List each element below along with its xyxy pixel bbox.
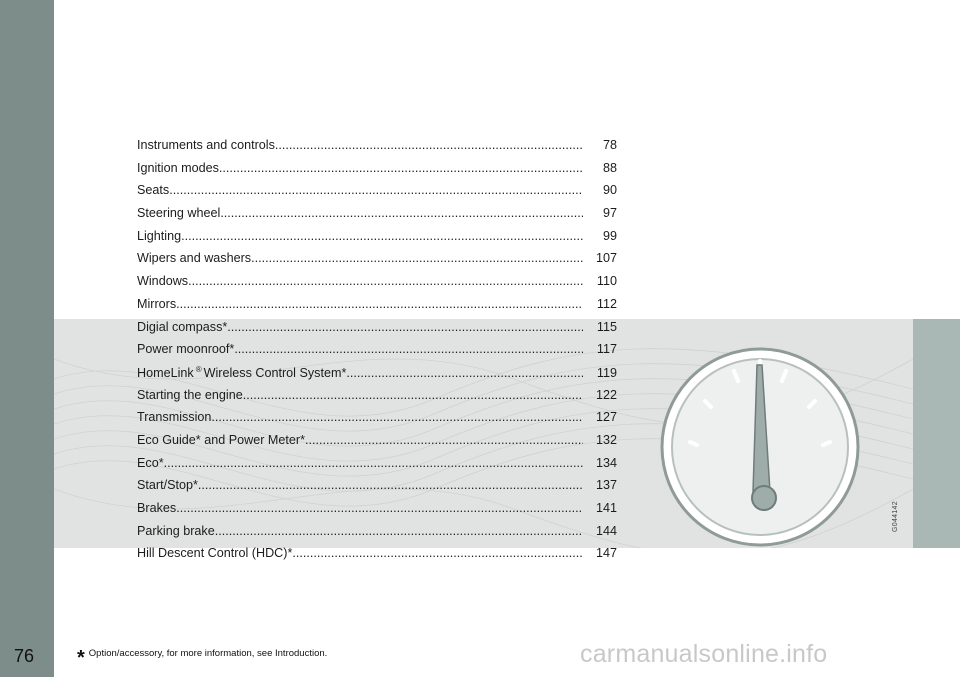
toc-entry-page: 144 <box>595 523 617 538</box>
toc-entry-title: Wipers and washers <box>137 251 252 266</box>
toc-entry-page: 97 <box>602 206 617 221</box>
footnote-star: * <box>77 646 85 669</box>
toc-entry[interactable] <box>137 546 617 569</box>
watermark: carmanualsonline.info <box>580 640 828 668</box>
toc-leader-dots <box>251 251 583 265</box>
toc-entry-page: 110 <box>596 274 617 289</box>
toc-entry[interactable] <box>137 274 617 297</box>
toc-entry-page: 132 <box>595 432 617 447</box>
left-margin-bar <box>0 0 54 677</box>
toc-entry-title: Seats <box>137 183 170 198</box>
registered-mark: ® <box>195 364 202 374</box>
toc-entry[interactable] <box>137 410 617 433</box>
toc-entry-page: 134 <box>595 455 617 470</box>
toc-entry-title: Eco Guide* and Power Meter* <box>137 432 306 447</box>
toc-entry-page: 137 <box>595 478 617 493</box>
toc-entry-title: Start/Stop* <box>137 478 198 493</box>
toc-entry-page: 107 <box>595 251 617 266</box>
toc-entry-title: Eco* <box>137 455 164 470</box>
table-of-contents <box>137 138 617 569</box>
toc-entry-page: 147 <box>595 546 617 561</box>
toc-entry-page: 112 <box>596 296 617 311</box>
footnote <box>77 646 328 669</box>
toc-leader-dots <box>169 183 583 197</box>
toc-leader-dots <box>243 388 583 402</box>
toc-entry-title <box>137 365 346 380</box>
toc-entry[interactable] <box>137 161 617 184</box>
toc-entry-title: Windows <box>137 274 189 289</box>
toc-entry[interactable] <box>137 138 617 161</box>
toc-entry-title: Starting the engine <box>137 387 243 402</box>
toc-entry-page: 90 <box>602 183 617 198</box>
toc-entry-title: Hill Descent Control (HDC)* <box>137 546 293 561</box>
toc-entry-title: Digial compass* <box>137 319 228 334</box>
toc-entry-page: 127 <box>595 410 617 425</box>
toc-entry-page: 88 <box>602 160 617 175</box>
toc-entry-title: Brakes <box>137 501 177 515</box>
toc-entry-title-main: HomeLink <box>137 366 194 381</box>
gauge-icon <box>660 347 860 552</box>
toc-entry[interactable] <box>137 251 617 274</box>
toc-entry-page: 78 <box>602 138 617 152</box>
toc-leader-dots <box>275 138 583 152</box>
toc-entry-title: Ignition modes <box>137 160 219 175</box>
toc-entry-title: Instruments and controls <box>137 138 275 152</box>
toc-leader-dots <box>188 274 583 288</box>
toc-entry[interactable] <box>137 342 617 365</box>
toc-entry-page: 119 <box>596 366 617 381</box>
toc-entry-title: Power moonroof* <box>137 342 235 357</box>
toc-entry-title: Lighting <box>137 228 182 243</box>
toc-entry-page: 122 <box>595 387 617 402</box>
toc-entry-title: Mirrors <box>137 296 177 311</box>
toc-entry[interactable] <box>137 501 617 524</box>
toc-entry-page: 117 <box>596 342 617 357</box>
toc-entry[interactable] <box>137 433 617 456</box>
toc-leader-dots <box>198 478 583 492</box>
page-number: 76 <box>14 646 35 666</box>
image-code: G044142 <box>892 501 899 532</box>
toc-leader-dots <box>219 161 583 175</box>
toc-leader-dots <box>220 206 583 220</box>
toc-entry[interactable] <box>137 524 617 547</box>
toc-leader-dots <box>164 456 583 470</box>
toc-leader-dots <box>176 297 583 311</box>
toc-leader-dots <box>305 433 583 447</box>
toc-leader-dots <box>227 320 583 334</box>
toc-entry[interactable] <box>137 388 617 411</box>
toc-entry[interactable] <box>137 229 617 252</box>
toc-leader-dots <box>181 229 583 243</box>
toc-leader-dots <box>215 524 583 538</box>
toc-leader-dots <box>346 366 583 380</box>
toc-entry[interactable] <box>137 478 617 501</box>
toc-leader-dots <box>211 410 583 424</box>
toc-leader-dots <box>176 501 583 515</box>
toc-entry-title: Transmission <box>137 410 212 425</box>
toc-entry-page: 99 <box>602 228 617 243</box>
toc-entry[interactable] <box>137 206 617 229</box>
toc-entry-page: 115 <box>596 319 617 334</box>
right-margin-bar <box>913 319 960 548</box>
toc-leader-dots <box>292 546 583 560</box>
toc-entry[interactable] <box>137 365 617 388</box>
toc-entry[interactable] <box>137 456 617 479</box>
toc-entry-title-rest: Wireless Control System* <box>203 366 347 381</box>
toc-entry[interactable] <box>137 320 617 343</box>
footnote-text: Option/accessory, for more information, see Introduction. <box>88 648 328 659</box>
toc-entry[interactable] <box>137 297 617 320</box>
toc-entry[interactable] <box>137 183 617 206</box>
toc-entry-title: Parking brake <box>137 523 215 538</box>
toc-leader-dots <box>234 342 583 356</box>
toc-entry-page: 141 <box>595 501 617 515</box>
toc-entry-title: Steering wheel <box>137 206 221 221</box>
